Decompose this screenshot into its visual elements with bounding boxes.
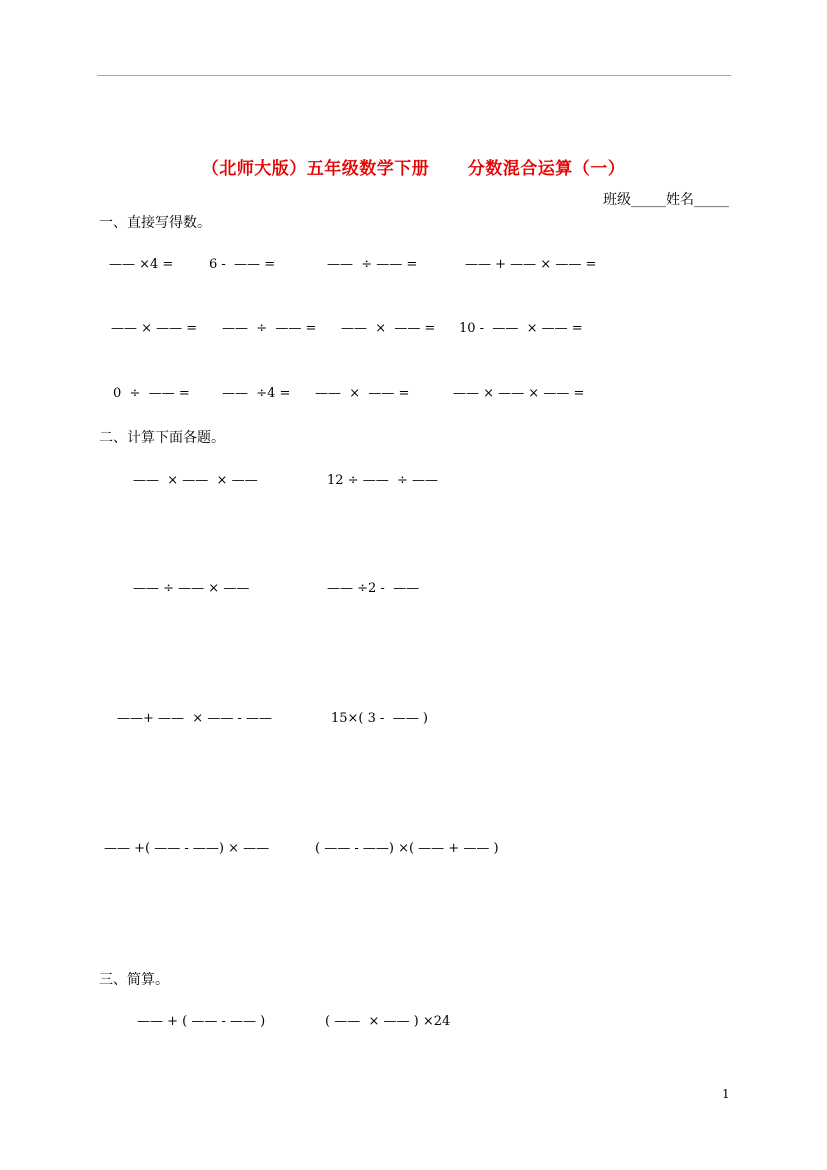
section-heading-3: 三、简算。 — [99, 972, 169, 988]
problem: —— ÷ —— = — [327, 257, 418, 272]
problem: —— × —— × —— — [133, 473, 258, 488]
page-title: （北师大版）五年级数学下册 分数混合运算（一） — [201, 159, 626, 179]
problem: —— × —— = — [341, 321, 436, 336]
problem: —— ÷ —— × —— — [133, 581, 250, 596]
problem: —— ×4 = — [109, 257, 174, 272]
problem: 10 - —— × —— = — [459, 321, 583, 336]
page-number: 1 — [722, 1087, 730, 1101]
problem: —— ÷2 - —— — [327, 581, 420, 596]
header-rule — [97, 75, 731, 76]
problem: —— + —— × —— = — [465, 257, 597, 272]
problem: —— × —— × —— = — [453, 386, 585, 401]
problem: —— ÷ —— = — [222, 321, 317, 336]
section-heading-2: 二、计算下面各题。 — [99, 430, 225, 446]
problem: —— ÷4 = — [222, 386, 291, 401]
problem: 6 - —— = — [209, 257, 276, 272]
problem: —— + ( —— - —— ) — [137, 1014, 266, 1029]
problem: 12 ÷ —— ÷ —— — [327, 473, 438, 488]
section-heading-1: 一、直接写得数。 — [99, 215, 211, 231]
problem: ( —— × —— ) ×24 — [325, 1014, 451, 1029]
problem: —— × —— = — [315, 386, 410, 401]
problem: 15×( 3 - —— ) — [331, 711, 428, 726]
problem: ( —— - ——) ×( —— + —— ) — [315, 841, 499, 856]
problem: —— × —— = — [111, 321, 198, 336]
class-name-line: 班级_____姓名_____ — [603, 192, 729, 208]
problem: 0 ÷ —— = — [113, 386, 190, 401]
problem: —— +( —— - ——) × —— — [104, 841, 270, 856]
problem: ——+ —— × —— - —— — [117, 711, 272, 726]
